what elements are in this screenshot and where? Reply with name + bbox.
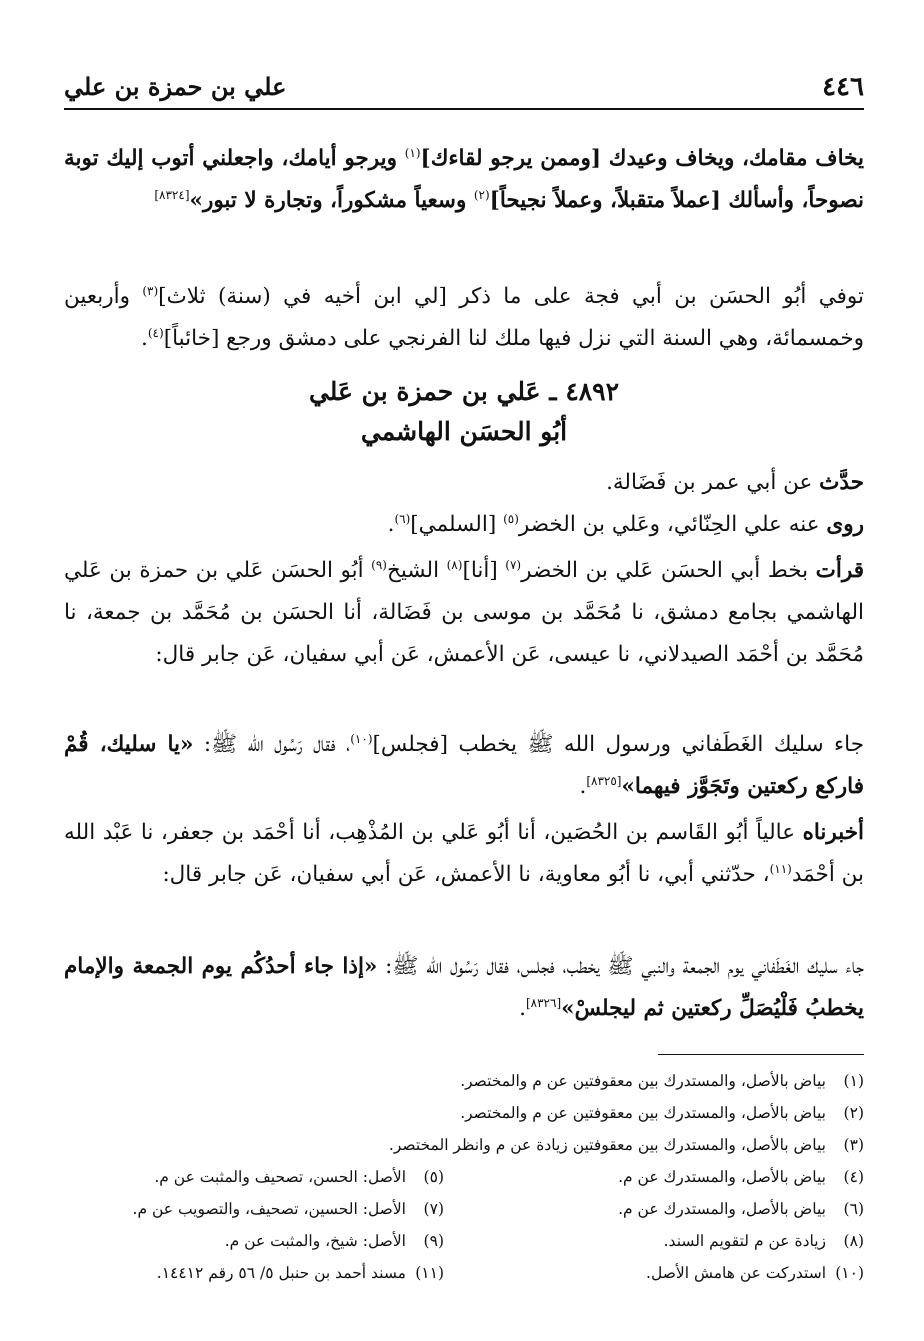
footnote-number: (١) <box>843 1072 864 1090</box>
footnote-4 <box>618 1161 864 1193</box>
body-text: عنه علي الحِنّائي، وعَلي بن الخضر <box>518 512 827 537</box>
body-text: [السلمي] <box>410 512 504 537</box>
lead-word: أخبرناه <box>802 820 864 845</box>
footnote-number: (٢) <box>843 1104 864 1122</box>
footnote-number: (١٠) <box>835 1264 864 1282</box>
bold-text: يخاف مقامك، ويخاف وعيدك [وممن يرجو لقاءك] <box>420 146 865 171</box>
footnote-7 <box>133 1193 444 1225</box>
hadith-number: [٨٣٢٥] <box>586 774 622 788</box>
footnote-row <box>64 1225 864 1257</box>
hadith-text: «يا سليك، قُمْ فاركع ركعتين وتَجَوَّز فيهما» <box>64 732 864 799</box>
bold-text: ويرجو أيامك، واجعلني أتوب إليك توبة نصوحاً، وأسألك [عملاً متقبلاً، وعملاً نجيحاً] <box>64 146 864 213</box>
footnote-text: مسند أحمد بن حنبل ٥/ ٥٦ رقم ١٤٤١٢. <box>156 1264 406 1282</box>
footnote-10 <box>646 1257 864 1289</box>
body-text: . <box>387 512 395 537</box>
footnote-text: الأصل: الحسين، تصحيف، والتصويب عن م. <box>132 1200 406 1218</box>
paragraph-hadith-2 <box>64 946 864 1030</box>
body-text: بخط أبي الحسَن عَلي بن الخضر <box>521 558 816 583</box>
footnote-ref: (١١) <box>769 862 792 876</box>
body-text: أبُو الحسَن عَلي بن حمزة بن عَلي الهاشمي بجامع دمشق، نا مُحَمَّد بن موسى بن فَضَالة، أنا الحسَن بن مُحَمَّد بن جمعة، نا مُحَمَّد بن أحْمَد الصيدلاني، نا عيسى، عَن الأعمش، عَن أبي سفيان، عَن جابر قال: <box>64 558 864 667</box>
body-text: الشيخ <box>386 558 447 583</box>
paragraph-death-note <box>64 276 864 360</box>
footnote-row <box>64 1257 864 1289</box>
footnote-text: بياض بالأصل، والمستدرك عن م. <box>618 1168 826 1186</box>
footnote-ref: (٥) <box>503 512 519 526</box>
footnote-text: بياض بالأصل، والمستدرك بين معقوفتين زيادة عن م وانظر المختصر. <box>388 1136 826 1154</box>
lead-word: روى <box>826 512 864 537</box>
footnote-row <box>64 1129 864 1161</box>
footnote-8 <box>664 1225 864 1257</box>
footnote-5 <box>154 1161 444 1193</box>
paragraph-qaratu <box>64 550 864 718</box>
footnote-number: (٣) <box>843 1136 864 1154</box>
body-text: جاء سليك الغَطَفاني ورسول الله ﷺ يخطب [فجلس] <box>372 732 864 757</box>
footnote-text: الأصل: الحسن، تصحيف والمثبت عن م. <box>154 1168 406 1186</box>
footnote-number: (٤) <box>843 1168 864 1186</box>
footnote-ref: (٩) <box>371 558 387 572</box>
entry-title: ٤٨٩٢ ـ عَلي بن حمزة بن عَلي <box>308 377 620 406</box>
body-text: ، فقال رَسُول الله ﷺ: <box>193 732 351 757</box>
footnote-9 <box>225 1225 444 1257</box>
body-text: ، حدّثني أبي، نا أبُو معاوية، نا الأعمش، عَن أبي سفيان، عَن جابر قال: <box>162 862 770 887</box>
footnote-number: (٦) <box>843 1200 864 1218</box>
footnote-text: بياض بالأصل، والمستدرك بين معقوفتين عن م والمختصر. <box>460 1104 826 1122</box>
footnote-ref: (٧) <box>505 558 522 572</box>
footnote-1 <box>460 1065 864 1097</box>
footnote-rule <box>658 1054 864 1055</box>
footnote-ref: (١) <box>404 146 421 160</box>
footnote-ref: (٢) <box>473 188 490 202</box>
page-number: ٤٤٦ <box>822 72 864 102</box>
footnote-row <box>64 1097 864 1129</box>
footnote-ref: (٣) <box>142 284 159 298</box>
footnote-text: الأصل: شيخ، والمثبت عن م. <box>224 1232 406 1250</box>
body-text: [أنا] <box>462 558 506 583</box>
paragraph-rawa <box>64 504 864 546</box>
footnote-text: زيادة عن م لتقويم السند. <box>663 1232 826 1250</box>
body-text: عالياً أبُو القَاسم بن الحُصَين، أنا أبُو عَلي بن المُذْهِب، أنا أحْمَد بن جعفر، نا عَبْد الله بن أحْمَد <box>64 820 864 887</box>
paragraph-akhbarana <box>64 812 864 938</box>
paragraph-hadith-1 <box>64 724 864 808</box>
hadith-number: [٨٣٢٦] <box>525 996 562 1010</box>
body-text: . <box>141 326 148 351</box>
footnote-ref: (٦) <box>394 512 411 526</box>
footnote-number: (١١) <box>415 1264 444 1282</box>
footnote-row <box>64 1161 864 1193</box>
footnotes <box>64 1065 864 1289</box>
footnote-text: بياض بالأصل، والمستدرك بين معقوفتين عن م والمختصر. <box>460 1072 826 1090</box>
lead-word: حدَّث <box>819 470 864 495</box>
footnote-row <box>64 1193 864 1225</box>
page-header <box>64 70 864 114</box>
footnote-6 <box>618 1193 864 1225</box>
body-text: جاء سليك الغَطَفاني يوم الجمعة والنبي ﷺ يخطب، فجلس، فقال رَسُول الله ﷺ: <box>377 954 865 979</box>
lead-word: قرأت <box>815 558 864 583</box>
footnote-number: (٧) <box>423 1200 444 1218</box>
bold-text: وسعياً مشكوراً، وتجارة لا تبور» <box>189 188 474 213</box>
footnote-3 <box>389 1129 864 1161</box>
footnote-text: استدركت عن هامش الأصل. <box>646 1264 826 1282</box>
paragraph-prayer-ending <box>64 138 864 264</box>
body-text: . <box>519 996 526 1021</box>
footnote-text: بياض بالأصل، والمستدرك عن م. <box>618 1200 826 1218</box>
running-title: علي بن حمزة بن علي <box>64 72 287 101</box>
footnote-2 <box>460 1097 864 1129</box>
body-text: وأربعين وخمسمائة، وهي السنة التي نزل فيها ملك لنا الفرنجي على دمشق ورجع [خائباً] <box>64 284 864 351</box>
body-text: توفي أبُو الحسَن بن أبي فجة على ما ذكر [لي ابن أخيه في (سنة) ثلاث] <box>158 284 864 309</box>
hadith-number: [٨٣٢٤] <box>154 188 190 202</box>
paragraph-haddatha <box>64 462 864 504</box>
footnote-ref: (٨) <box>446 558 463 572</box>
book-page <box>64 70 865 1282</box>
header-rule <box>64 108 864 110</box>
footnote-number: (٩) <box>423 1232 444 1250</box>
entry-subtitle: أبُو الحسَن الهاشمي <box>360 417 568 446</box>
footnote-number: (٨) <box>843 1232 864 1250</box>
hadith-text: «إذا جاء أحدُكُم يوم الجمعة والإمام يخطبُ فَلْيُصَلِّ ركعتين ثم ليجلسْ» <box>64 954 864 1021</box>
footnote-row <box>64 1065 864 1097</box>
footnote-11 <box>157 1257 444 1289</box>
footnote-ref: (١٠) <box>350 732 373 746</box>
body-text: . <box>579 774 587 799</box>
body-text: عن أبي عمر بن فَضَالة. <box>606 470 820 495</box>
footnote-number: (٥) <box>423 1168 444 1186</box>
footnote-ref: (٤) <box>147 326 164 340</box>
